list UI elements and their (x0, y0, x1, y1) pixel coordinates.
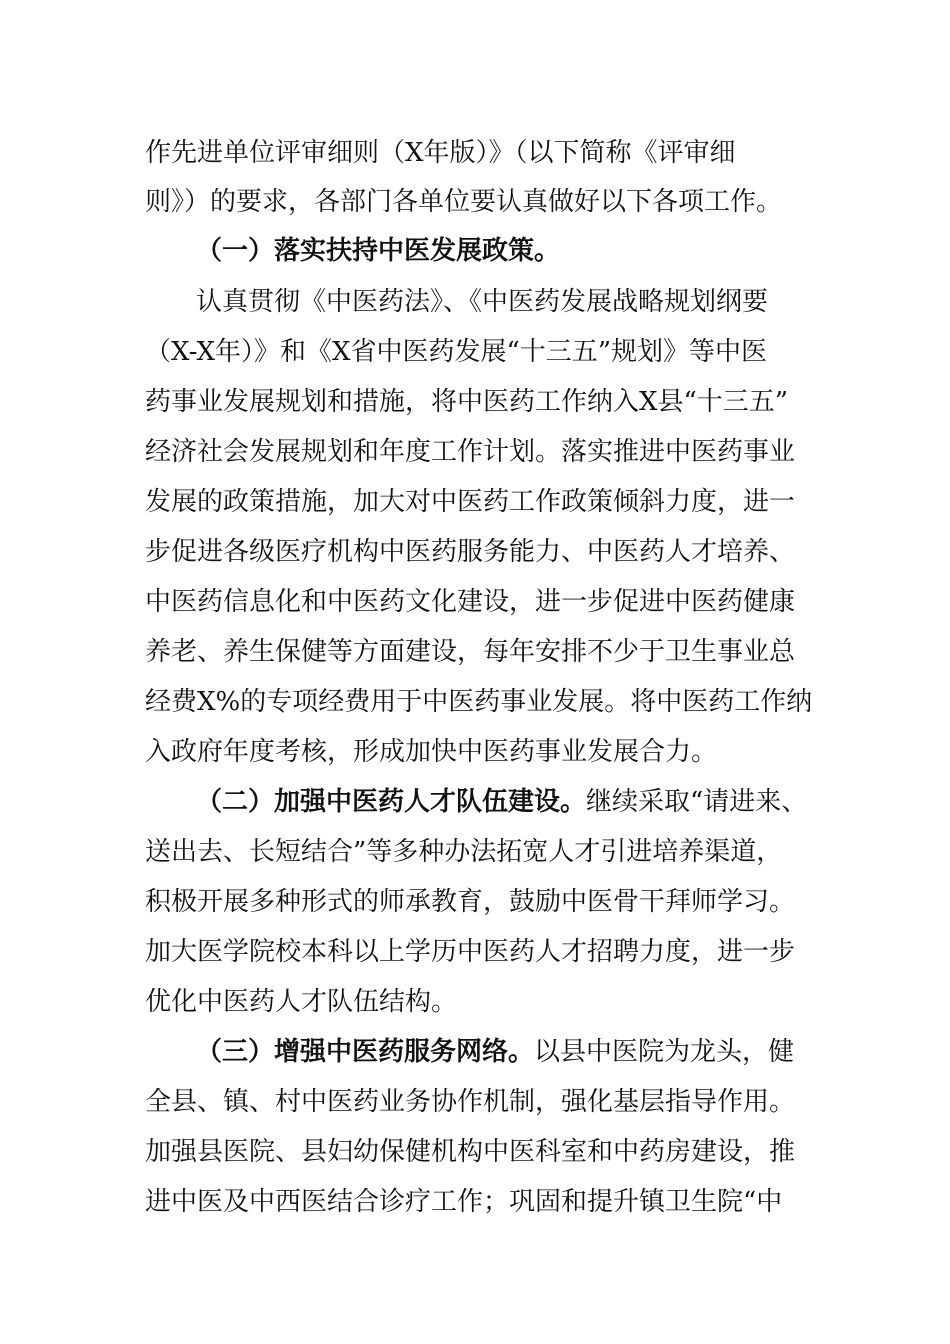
text-segment: 作先进单位评审细则（X年版）》（以下简称《评审细 (145, 138, 736, 168)
text-line (145, 1085, 795, 1119)
section-heading-3-line (196, 1035, 794, 1069)
text-segment: 继续采取“请进来、 (586, 787, 808, 817)
text-segment: 以县中医院为龙头，健 (534, 1037, 795, 1067)
text-segment: 积极开展多种形式的师承教育，鼓励中医骨干拜师学习。 (145, 887, 796, 917)
text-segment: 中医药信息化和中医药文化建设，进一步促进中医药健康 (145, 587, 796, 617)
section-heading-2-line (196, 785, 807, 819)
text-line (145, 735, 717, 769)
text-line (145, 385, 788, 419)
text-line (145, 136, 736, 170)
heading-text: （一）落实扶持中医发展政策。 (196, 236, 561, 266)
text-line (145, 635, 795, 669)
text-line (145, 885, 795, 919)
text-segment: 全县、镇、村中医药业务协作机制，强化基层指导作用。 (145, 1087, 796, 1117)
text-line (145, 835, 782, 869)
text-segment: 发展的政策措施，加大对中医药工作政策倾斜力度，进一 (145, 487, 796, 517)
text-segment: 进中医及中西医结合诊疗工作；巩固和提升镇卫生院“中 (145, 1187, 783, 1217)
text-segment: 药事业发展规划和措施，将中医药工作纳入X县“十三五” (145, 387, 789, 417)
text-line (145, 535, 795, 569)
text-line (145, 985, 457, 1019)
text-line (145, 185, 782, 219)
text-segment: 优化中医药人才队伍结构。 (145, 987, 458, 1017)
text-segment: 养老、养生保健等方面建设，每年安排不少于卫生事业总 (145, 637, 796, 667)
heading-text: （二）加强中医药人才队伍建设。 (196, 787, 587, 817)
text-line (145, 485, 795, 519)
heading-text: （三）增强中医药服务网络。 (196, 1037, 535, 1067)
text-segment: 经费X%的专项经费用于中医药事业发展。将中医药工作纳 (145, 687, 813, 717)
text-segment: （X-X年）》和《X省中医药发展“十三五”规划》等中医 (145, 337, 768, 367)
text-segment: 则》）的要求，各部门各单位要认真做好以下各项工作。 (145, 187, 783, 217)
text-line (145, 1185, 782, 1219)
text-segment: 步促进各级医疗机构中医药服务能力、中医药人才培养、 (145, 537, 796, 567)
text-line (145, 335, 767, 369)
text-line (145, 1135, 795, 1169)
text-line (196, 285, 768, 319)
text-segment: 加大医学院校本科以上学历中医药人才招聘力度，进一步 (145, 937, 796, 967)
text-segment: 认真贯彻《中医药法》、《中医药发展战略规划纲要 (196, 287, 769, 317)
text-line (145, 935, 795, 969)
text-line (145, 435, 795, 469)
text-line (145, 685, 812, 719)
text-segment: 经济社会发展规划和年度工作计划。落实推进中医药事业 (145, 437, 796, 467)
section-heading-1 (196, 234, 560, 268)
text-line (145, 585, 795, 619)
text-segment: 加强县医院、县妇幼保健机构中医科室和中药房建设，推 (145, 1137, 796, 1167)
text-segment: 送出去、长短结合”等多种办法拓宽人才引进培养渠道， (145, 837, 783, 867)
text-segment: 入政府年度考核，形成加快中医药事业发展合力。 (145, 737, 718, 767)
